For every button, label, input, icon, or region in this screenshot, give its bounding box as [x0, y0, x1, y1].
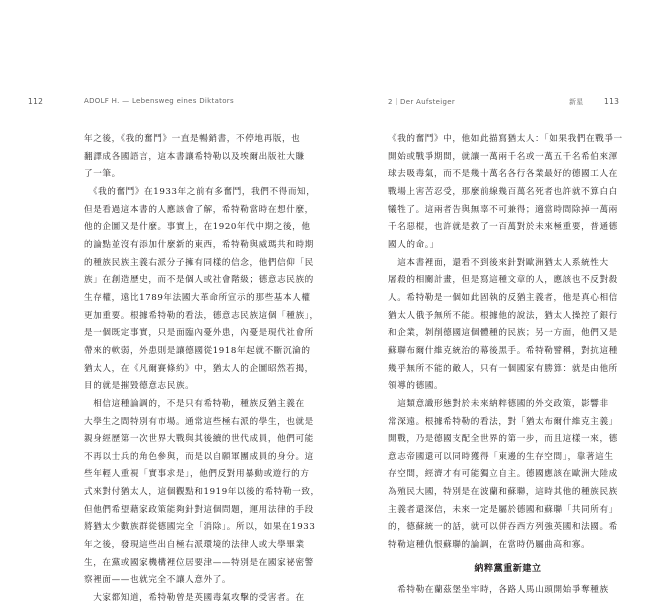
- section-heading: 納粹黨重新建立: [474, 563, 542, 574]
- text-line: 蘇聯布爾什維克統治的幕後黑手。希特勒譬稱，對抗這種: [388, 345, 618, 356]
- text-line: 和企業，剝削德國這個體種的民族；另一方面，他們又是: [388, 328, 618, 339]
- text-line: 式來對付猶太人，這個觀點和1919年以後的希特勒一致，: [84, 487, 320, 498]
- text-line: 族」在創造歷史，而不是個人或社會階級；德意志民族的: [84, 275, 314, 286]
- right-running-head-chapter: 2｜Der Aufsteiger: [388, 98, 456, 106]
- text-line: 屠殺的相關計畫，但是寫這種文章的人，應該也不反對殺: [388, 275, 618, 286]
- text-line: 大家都知道，希特勒曾是英國毒氣攻擊的受害者。在: [84, 593, 305, 604]
- text-line: 開始或戰爭期間，就讓一萬兩千名或一萬五千名希伯來渾: [388, 151, 618, 162]
- left-page-number: 112: [28, 97, 44, 106]
- text-line: 翻譯成各國語言，這本書讓希特勒以及埃爾出版社大賺: [84, 151, 305, 162]
- text-line: 更加重要。根據希特勒的看法，德意志民族這個「種族」，: [84, 310, 319, 321]
- text-line: 國人的命。」: [388, 239, 439, 250]
- text-line: 了一筆。: [84, 169, 121, 180]
- text-line: 《我的奮鬥》在1933年之前有多奮鬥，我們不得而知，: [84, 186, 316, 197]
- text-line: 這類意識形態對於未來納粹德國的外交政策，影響非: [388, 398, 609, 409]
- text-line: 的論點並沒有添加什麼新的東西，希特勒與威瑪共和時期: [84, 239, 314, 250]
- text-line: 的種族民族主義右派分子擁有同樣的信念，他們信仰「民: [84, 257, 314, 268]
- text-line: 是一個既定事實，只是面臨內憂外患，內憂是現代社會所: [84, 328, 314, 339]
- text-line: 帶來的軟弱，外患則是讓德國從1918年起就不斷沉淪的: [84, 345, 311, 356]
- text-line: 人。希特勒是一個如此固執的反猶主義者，他是真心相信: [388, 292, 618, 303]
- text-line: 常深遠。根據希特勒的看法，對「猶太布爾什維克主義」: [388, 416, 618, 427]
- text-line: 生存權，遠比1789年法國大革命所宣示的那些基本人權: [84, 292, 311, 303]
- right-page-number: 113: [604, 97, 620, 106]
- text-line: 生，在黨或國家機構裡位居要津——特別是在國家祕密警: [84, 557, 314, 568]
- text-line: 戰場上害苦忍受，那麼前線幾百萬名死者也許就不算白白: [388, 186, 618, 197]
- text-line: 但是看過這本書的人應該會了解，希特勒當時在想什麼，: [84, 204, 314, 215]
- text-line: 目的就是摧毀德意志民族。: [84, 381, 195, 392]
- text-line: 相信這種論調的，不是只有希特勒，種族反猶主義在: [84, 398, 305, 409]
- text-line: 這本書裡面，還看不到後來針對歐洲猶太人系統性大: [388, 257, 609, 268]
- text-line: 親身經歷第一次世界大戰與其後續的世代成員，他們可能: [84, 434, 314, 445]
- text-line: 領導的德國。: [388, 381, 444, 392]
- left-running-head: ADOLF H. — Lebensweg eines Diktators: [84, 97, 234, 105]
- left-body-text: [84, 131, 320, 608]
- text-line: 犧牲了。這兩者告與無辜不可兼得；適當時間除掉一萬兩: [388, 204, 618, 215]
- text-line: 大學生之間特別有市場。通常這些極右派的學生，也就是: [84, 416, 314, 427]
- text-line: 球去吸毒氣，而不是幾十萬名各行各業最好的德國工人在: [388, 169, 618, 180]
- text-line: 察裡面——也就完全不讓人意外了。: [84, 575, 232, 586]
- text-line: 開戰，乃是德國支配全世界的第一步，而且這樣一來，德: [388, 434, 618, 445]
- text-line: 特勒這種仇恨蘇聯的論調，在當時仍屬曲高和寡。: [388, 540, 591, 551]
- text-line: 的，德蘇統一的話，就可以併吞西方列強英國和法國。希: [388, 522, 618, 533]
- text-line: 千名惡棍，也許就是救了一百萬對於未來極重要，普通德: [388, 222, 618, 233]
- text-line: 希特勒在蘭茲堡坐牢時，各路人馬山頭開始爭奪種族: [388, 584, 609, 595]
- right-running-head-section: 新星: [569, 98, 584, 106]
- text-line: 主義者還深信，未來一定是屬於德國和蘇聯「共同所有」: [388, 504, 618, 515]
- text-line: 些年輕人重視「實事求是」，他們反對用暴動或遊行的方: [84, 469, 310, 480]
- text-line: 將猶太少數族群從德國完全「消除」。所以，如果在1933: [84, 522, 316, 533]
- text-line: 意志帝國還可以同時獲得「東邊的生存空間」，靠著這生: [388, 451, 614, 462]
- text-line: 為殖民大國，特別是在波蘭和蘇聯，這時其他的種族民族: [388, 487, 618, 498]
- text-line: 存空間，經濟才有可能獨立自主。德國應該在歐洲大陸成: [388, 469, 618, 480]
- text-line: 年之後，《我的奮鬥》一直是暢銷書，不停地再版，也: [84, 134, 301, 144]
- right-body-text: [388, 131, 628, 599]
- text-line: 《我的奮鬥》中，他如此描寫猶太人：「如果我們在戰爭一: [388, 134, 623, 144]
- text-line: 猶太人，在《凡爾賽條約》中，猶太人的企圖昭然若揭，: [84, 363, 314, 374]
- text-line: 不再以士兵的角色參與，而是以自願軍團成員的身分。這: [84, 451, 314, 462]
- text-line: 他的企圖又是什麼。事實上，在1920年代中期之後，他: [84, 222, 311, 233]
- text-line: 但他們希望藉家政策能夠針對這個問題，運用法律的手段: [84, 504, 314, 515]
- text-line: 幾乎無所不能的敵人，只有一個國家有勝算：就是由他所: [388, 363, 618, 374]
- text-line: 年之後，發現這些出自極右派環境的法律人或大學畢業: [84, 540, 305, 551]
- text-line: 猶太人俄予無所不能。根據他的說法，猶太人操控了銀行: [388, 310, 618, 321]
